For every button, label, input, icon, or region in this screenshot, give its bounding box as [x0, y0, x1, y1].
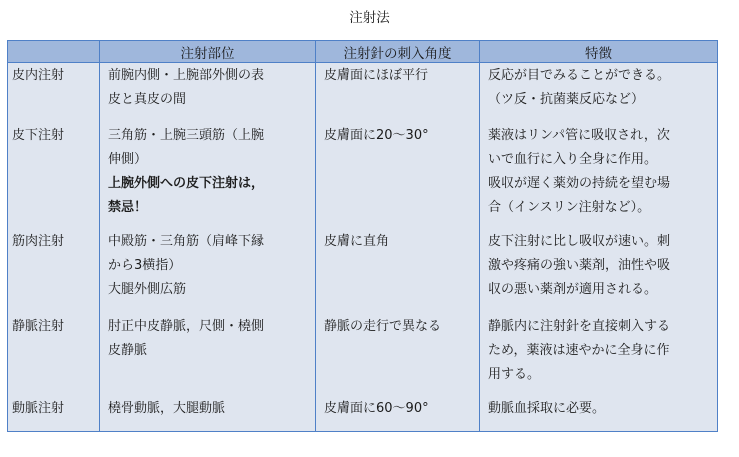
table-row [8, 119, 718, 225]
table-row [8, 394, 718, 432]
header-cell-angle: 注射針の刺入角度 [316, 41, 480, 63]
site-line: 伸側） [108, 152, 148, 167]
site-line: 橈骨動脈，大腿動脈 [108, 401, 226, 416]
injection-name-cell: 動脈注射 [8, 394, 100, 432]
feature-line: 反応が目でみることができる。 [488, 68, 671, 83]
feature-line: 静脈内に注射針を直接刺入する [488, 319, 671, 334]
angle-cell: 皮膚面にほぼ平行 [316, 63, 480, 120]
site-cell [100, 310, 316, 394]
site-cell [100, 119, 316, 225]
site-line: 皮と真皮の間 [108, 92, 187, 107]
feature-line: 薬液はリンパ管に吸収され，次 [488, 128, 670, 143]
header-row [8, 41, 718, 63]
feature-line: 皮下注射に比し吸収が速い。刺 [488, 234, 671, 249]
site-cell [100, 394, 316, 432]
header-cell-site: 注射部位 [100, 41, 316, 63]
table-row [8, 310, 718, 394]
feature-cell [480, 63, 718, 120]
feature-line: 収の悪い薬剤が適用される。 [488, 282, 658, 297]
site-line: 肘正中皮静脈，尺側・橈側 [108, 319, 265, 334]
injection-name-cell: 筋肉注射 [8, 225, 100, 310]
table-row [8, 225, 718, 310]
injection-name-cell: 皮内注射 [8, 63, 100, 120]
header-cell-feature: 特徴 [480, 41, 718, 63]
header-cell-empty [8, 41, 100, 63]
page-title: 注射法 [349, 10, 390, 26]
feature-line: 合（インスリン注射など）。 [488, 200, 651, 215]
feature-cell [480, 394, 718, 432]
injection-table [7, 40, 718, 432]
site-warning-line: 禁忌！ [108, 200, 148, 215]
feature-line: 激や疼痛の強い薬剤，油性や吸 [488, 258, 671, 273]
angle-cell: 皮膚面に60～90° [316, 394, 480, 432]
feature-line: 動脈血採取に必要。 [488, 401, 606, 416]
injection-name-cell: 皮下注射 [8, 119, 100, 225]
site-cell [100, 225, 316, 310]
angle-cell: 皮膚に直角 [316, 225, 480, 310]
site-line: 中殿筋・三角筋（肩峰下縁 [108, 234, 265, 249]
site-line: から3横指） [108, 258, 182, 273]
angle-cell: 静脈の走行で異なる [316, 310, 480, 394]
feature-line: 用する。 [488, 367, 541, 382]
feature-line: ため，薬液は速やかに全身に作 [488, 343, 670, 358]
feature-line: 吸収が遅く薬効の持続を望む場 [488, 176, 671, 191]
angle-cell: 皮膚面に20～30° [316, 119, 480, 225]
site-cell [100, 63, 316, 120]
feature-line: （ツ反・抗菌薬反応など） [488, 92, 645, 107]
injection-name-cell: 静脈注射 [8, 310, 100, 394]
feature-cell [480, 225, 718, 310]
feature-cell [480, 119, 718, 225]
table-row [8, 63, 718, 120]
site-line: 前腕内側・上腕部外側の表 [108, 68, 265, 83]
site-line: 大腿外側広筋 [108, 282, 187, 297]
site-line: 三角筋・上腕三頭筋（上腕 [108, 128, 265, 143]
feature-line: いで血行に入り全身に作用。 [488, 152, 658, 167]
site-line: 皮静脈 [108, 343, 148, 358]
site-warning-line: 上腕外側への皮下注射は， [108, 176, 265, 191]
feature-cell [480, 310, 718, 394]
